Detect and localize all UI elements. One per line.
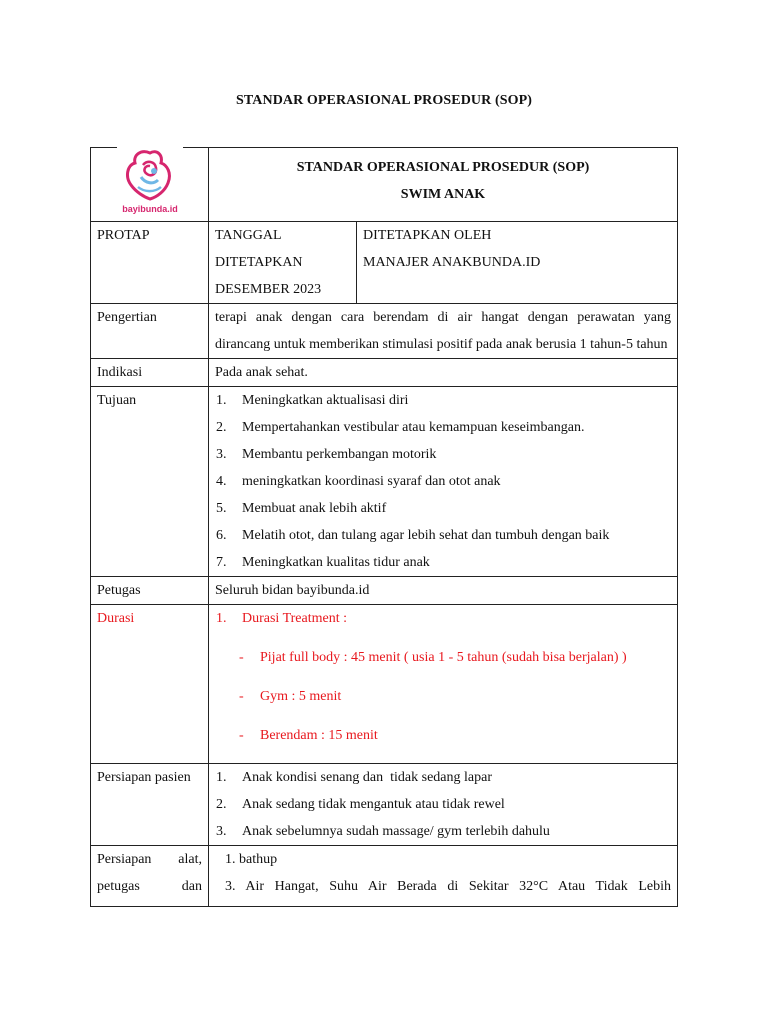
list-item-text: Meningkatkan kualitas tidur anak [242, 555, 430, 570]
protap-label: PROTAP [91, 222, 209, 304]
persiapan-alat-label [91, 846, 209, 907]
list-item: 3. Air Hangat, Suhu Air Berada di Sekitar 32°C Atau Tidak Lebih [225, 879, 671, 894]
pengertian-text: terapi anak dengan cara berendam di air hangat dengan perawatan yang dirancang untuk memberikan stimulasi positif pada anak berusia 1 tahun-5 tahun [209, 304, 678, 359]
list-item-text: Meningkatkan aktualisasi diri [242, 393, 409, 408]
list-item-text: Gym : 5 menit [260, 689, 342, 704]
protap-date-line: TANGGAL [215, 228, 282, 243]
list-item: 5. Membuat anak lebih aktif [216, 501, 387, 516]
list-number: 1. [216, 611, 227, 626]
list-item-text: Berendam : 15 menit [260, 728, 378, 743]
list-item-text: meningkatkan koordinasi syaraf dan otot anak [242, 474, 501, 489]
sop-header [209, 148, 678, 222]
list-item-text: Anak sedang tidak mengantuk atau tidak rewel [242, 797, 505, 812]
protap-set-by-line: MANAJER ANAKBUNDA.ID [363, 255, 541, 270]
persiapan-alat-label-line: petugas dan [97, 879, 202, 894]
sop-header-title: STANDAR OPERASIONAL PROSEDUR (SOP) [296, 160, 590, 175]
list-item: 6. Melatih otot, dan tulang agar lebih sehat dan tumbuh dengan baik [216, 528, 610, 543]
list-item: 1. Meningkatkan aktualisasi diri [216, 393, 409, 408]
logo-text: bayibunda.id [122, 204, 178, 214]
protap-date-line: DESEMBER 2023 [215, 282, 322, 297]
list-item-text: Membantu perkembangan motorik [242, 447, 437, 462]
list-item: - Berendam : 15 menit [239, 728, 378, 743]
list-item-text: Mempertahankan vestibular atau kemampuan keseimbangan. [242, 420, 585, 435]
list-item-text: Membuat anak lebih aktif [242, 501, 387, 516]
pengertian-label: Pengertian [91, 304, 209, 359]
durasi-heading-list [215, 605, 671, 632]
persiapan-pasien-label: Persiapan pasien [91, 764, 209, 846]
durasi-heading: Durasi Treatment : [242, 611, 347, 626]
tujuan-label: Tujuan [91, 387, 209, 577]
list-item: 3. Anak sebelumnya sudah massage/ gym terlebih dahulu [216, 824, 550, 839]
logo [117, 147, 183, 220]
protap-set-by-line: DITETAPKAN OLEH [363, 228, 492, 243]
petugas-label: Petugas [91, 577, 209, 605]
list-item-text: Anak kondisi senang dan tidak sedang lapar [242, 770, 492, 785]
durasi-cell [209, 605, 678, 764]
persiapan-alat-cell [209, 846, 678, 907]
list-item [215, 605, 671, 632]
tujuan-list [215, 387, 671, 576]
indikasi-text: Pada anak sehat. [209, 359, 678, 387]
sop-header-subtitle: SWIM ANAK [400, 187, 486, 202]
list-item: 1. bathup [225, 852, 278, 867]
persiapan-alat-label-line: Persiapan alat, [97, 852, 202, 867]
list-item-text: Pijat full body : 45 menit ( usia 1 - 5 tahun (sudah bisa berjalan) ) [260, 650, 627, 665]
document-title: STANDAR OPERASIONAL PROSEDUR (SOP) [235, 93, 532, 108]
indikasi-label: Indikasi [91, 359, 209, 387]
sop-table [90, 147, 678, 907]
persiapan-pasien-cell [209, 764, 678, 846]
list-item: 2. Anak sedang tidak mengantuk atau tidak rewel [216, 797, 505, 812]
persiapan-pasien-list [215, 764, 671, 845]
durasi-items [215, 644, 671, 749]
list-item: 1. Anak kondisi senang dan tidak sedang lapar [216, 770, 492, 785]
protap-date-cell [209, 222, 357, 304]
list-item-text: Melatih otot, dan tulang agar lebih sehat dan tumbuh dengan baik [242, 528, 610, 543]
tujuan-list-cell [209, 387, 678, 577]
list-item: 2. Mempertahankan vestibular atau kemampuan keseimbangan. [216, 420, 585, 435]
list-item: 4. meningkatkan koordinasi syaraf dan otot anak [216, 474, 501, 489]
list-item-text: Anak sebelumnya sudah massage/ gym terlebih dahulu [242, 824, 550, 839]
list-item: - Gym : 5 menit [239, 689, 342, 704]
list-item: 3. Membantu perkembangan motorik [216, 447, 437, 462]
protap-date-line: DITETAPKAN [215, 255, 303, 270]
protap-set-by-cell [357, 222, 678, 304]
logo-cell [91, 148, 209, 222]
list-item: 7. Meningkatkan kualitas tidur anak [216, 555, 430, 570]
durasi-label: Durasi [91, 605, 209, 764]
petugas-text: Seluruh bidan bayibunda.id [209, 577, 678, 605]
list-item: - Pijat full body : 45 menit ( usia 1 - 5 tahun (sudah bisa berjalan) ) [239, 650, 627, 665]
